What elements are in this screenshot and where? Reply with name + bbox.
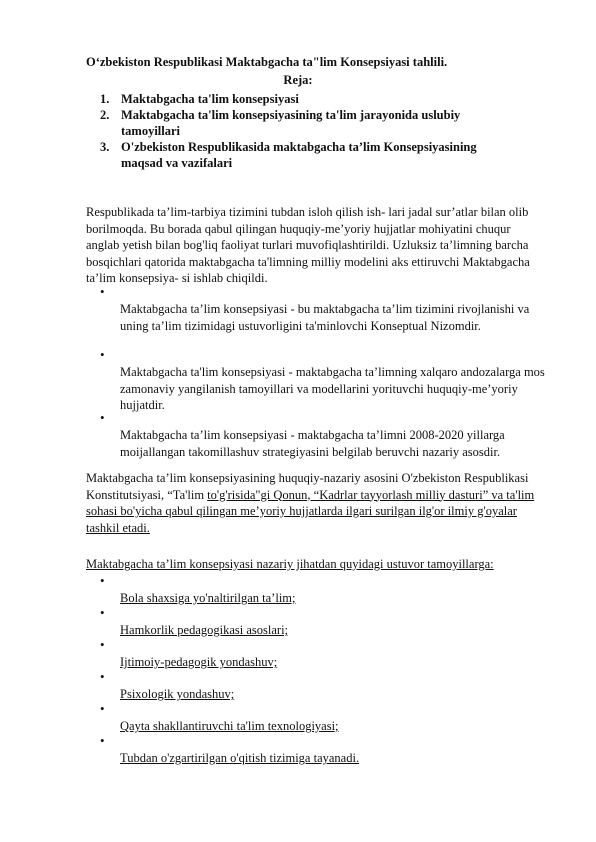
plan-item: [100, 139, 520, 171]
bullet-icon: •: [100, 637, 105, 652]
bullet-icon: •: [100, 284, 105, 299]
bullet-icon: •: [100, 410, 105, 425]
bullet-icon: •: [100, 733, 105, 748]
principle-text: Qayta shakllantiruvchi ta'lim texnologiyasi;: [120, 719, 339, 733]
definition-text: Maktabgacha ta’lim konsepsiyasi - maktabgacha ta’limni 2008-2020 yillarga moijallangan takomillashuv strategiyasini belgilab beruvchi nazariy asosdir.: [120, 428, 505, 459]
intro-paragraph: Respublikada ta’lim-tarbiya tizimini tubdan isloh qilish ish- lari jadal sur’atlar bilan olib borilmoqda. Bu borada qabul qilingan huquqiy-me’yoriy hujjatlar mohiyatini chuqur anglab yetish bilan bog'liq faoliyat turlari muvofiqlashtirildi. Uzluksiz ta’limning barcha bosqichlari qatorida maktabgacha ta'limning milliy modelini aks ettiruvchi Maktabgacha ta’lim konsepsiya- si ishlab chiqildi.: [86, 205, 530, 285]
plan-item-number: 1.: [100, 92, 110, 106]
plan-item: [100, 91, 520, 107]
plan-item-text: Maktabgacha ta'lim konsepsiyasining ta'lim jarayonida uslubiy tamoyillari: [121, 108, 461, 138]
basis-paragraph-underlined: to'g'risida"gi Qonun, “Kadrlar tayyorlash milliy dasturi” va ta'lim sohasi bo'yicha qabul qilingan me’yoriy hujjatlarda ilgari surilgan ilg'or ilmiy g'oyalar tashkil etadi.: [86, 487, 535, 535]
plan-heading: Reja:: [283, 73, 313, 87]
bullet-icon: •: [100, 347, 105, 362]
principle-text: Bola shaxsiga yo'naltirilgan ta’lim;: [120, 591, 296, 605]
basis-paragraph-text: Maktabgacha ta’lim konsepsiyasining huquqiy-nazariy asosini O'zbekiston Respublikasi Konstitutsiyasi, “Ta'lim: [86, 471, 529, 502]
plan-item-text: Maktabgacha ta'lim konsepsiyasi: [121, 92, 299, 106]
bullet-icon: •: [100, 573, 105, 588]
plan-item: [100, 107, 520, 139]
bullet-icon: •: [100, 605, 105, 620]
basis-paragraph: [86, 470, 546, 536]
plan-list: [100, 91, 520, 171]
plan-item-number: 3.: [100, 140, 110, 154]
document-title: O‘zbekiston Respublikasi Maktabgacha ta"lim Konsepsiyasi tahlili.: [86, 55, 448, 69]
principle-text: Psixologik yondashuv;: [120, 687, 235, 701]
plan-item-number: 2.: [100, 108, 110, 122]
principle-text: Hamkorlik pedagogikasi asoslari;: [120, 623, 289, 637]
principles-heading: Maktabgacha ta’lim konsepsiyasi nazariy jihatdan quyidagi ustuvor tamoyillarga:: [86, 557, 494, 571]
bullet-icon: •: [100, 669, 105, 684]
bullet-icon: •: [100, 701, 105, 716]
definition-text: Maktabgacha ta’lim konsepsiyasi - bu maktabgacha ta’lim tizimini rivojlanishi va uning ta’lim tizimidagi ustuvorligini ta'minlovchi Konseptual Nizomdir.: [120, 302, 530, 333]
principle-text: Tubdan o'zgartirilgan o'qitish tizimiga tayanadi.: [120, 751, 360, 765]
principle-text: Ijtimoiy-pedagogik yondashuv;: [120, 655, 278, 669]
definition-text: Maktabgacha ta'lim konsepsiyasi - maktabgacha ta’limning xalqaro andozalarga mos zamonaviy yangilanish tamoyillari va modellarini yorituvchi huquqiy-me’yoriy hujjatdir.: [120, 365, 545, 412]
plan-item-text: O'zbekiston Respublikasida maktabgacha ta’lim Konsepsiyasining maqsad va vazifalari: [121, 140, 477, 170]
